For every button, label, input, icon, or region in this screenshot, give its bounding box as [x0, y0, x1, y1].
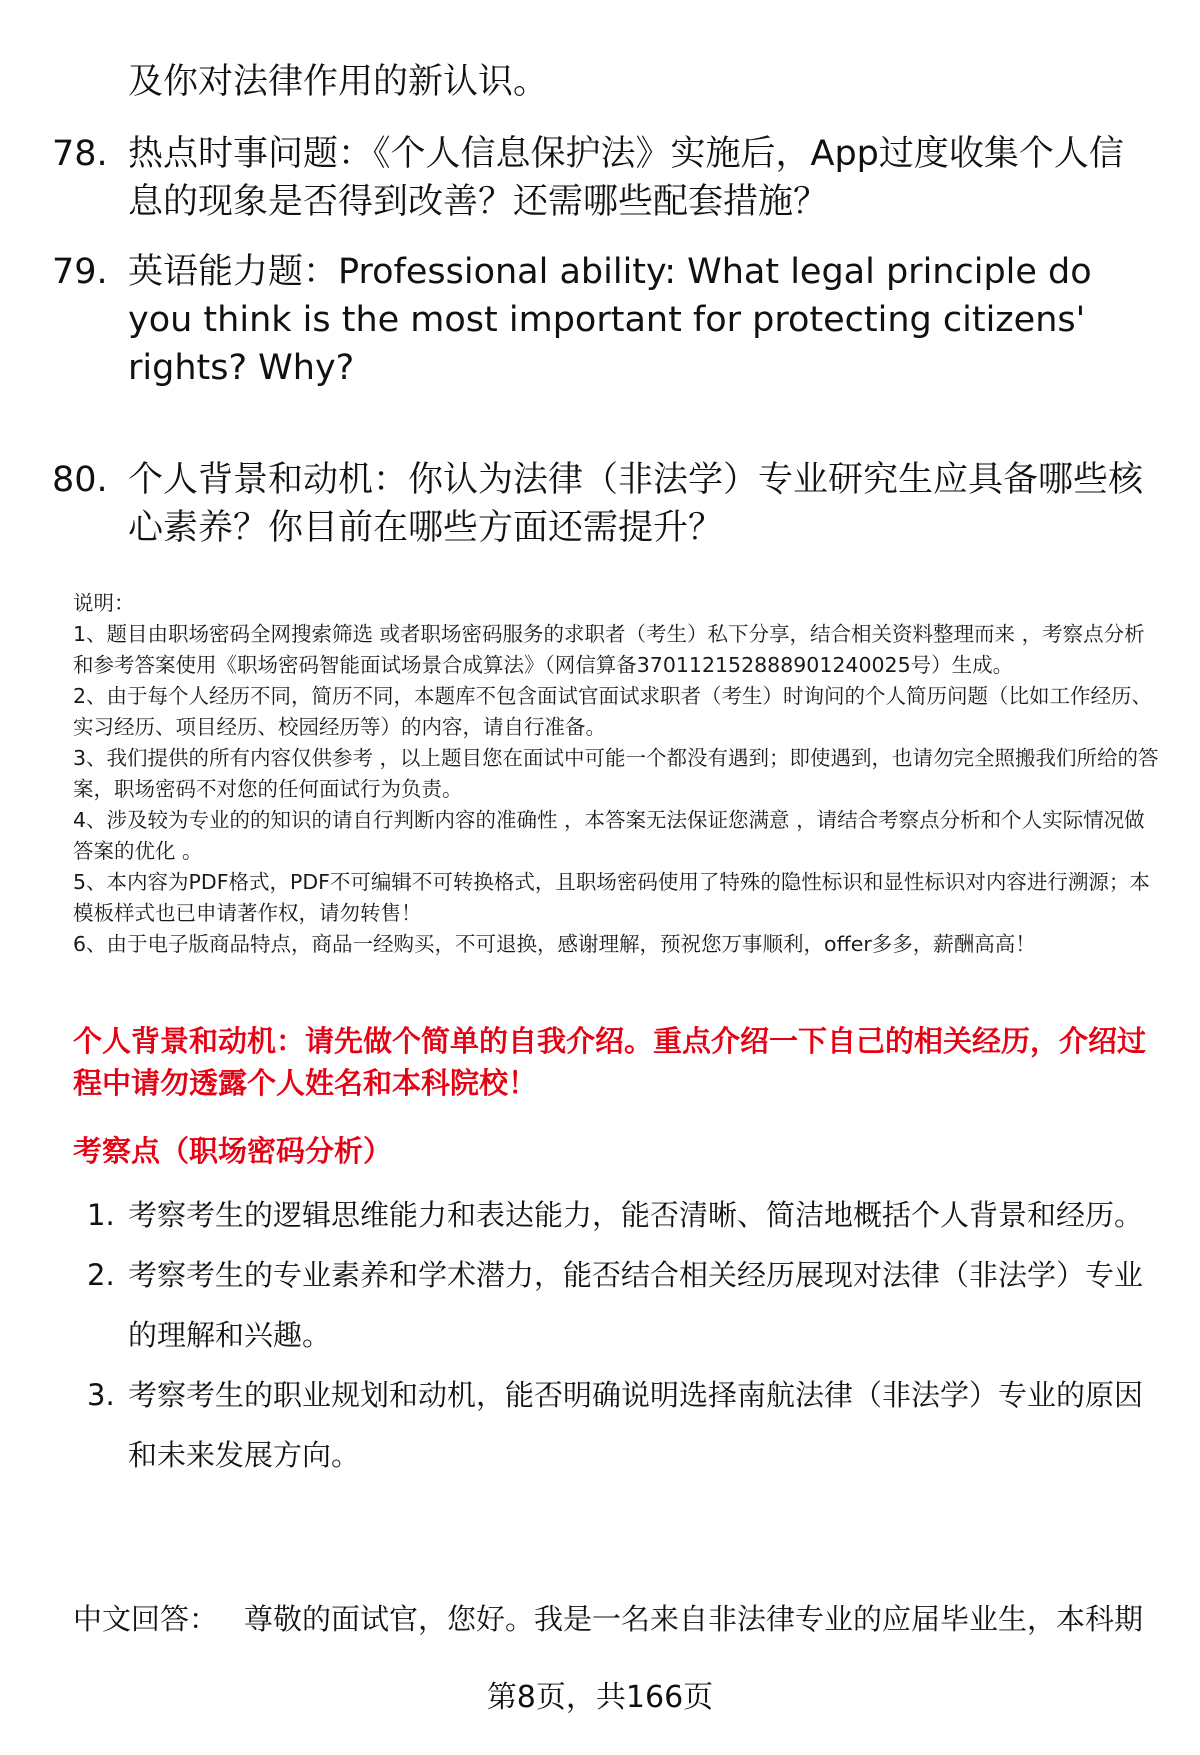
- page-footer: 第8页，共166页: [486, 1680, 714, 1715]
- notes-section: [73, 588, 1163, 960]
- question-number: 79.: [52, 252, 108, 292]
- note-item: 3、我们提供的所有内容仅供参考 ，以上题目您在面试中可能一个都没有遇到；即使遇到，也请勿完全照搬我们所给的答案，职场密码不对您的任何面试行为负责。: [73, 746, 1159, 801]
- note-item: 6、由于电子版商品特点，商品一经购买，不可退换，感谢理解，预祝您万事顺利，offer多多，薪酬高高！: [73, 932, 1036, 956]
- note-item: 5、本内容为PDF格式，PDF不可编辑不可转换格式，且职场密码使用了特殊的隐性标识和显性标识对内容进行溯源；本模板样式也已申请著作权，请勿转售！: [73, 870, 1150, 925]
- answer-text: 尊敬的面试官，您好。我是一名来自非法律专业的应届毕业生，本科期: [244, 1602, 1144, 1636]
- featured-question: 个人背景和动机：请先做个简单的自我介绍。重点介绍一下自己的相关经历，介绍过程中请勿透露个人姓名和本科院校！: [73, 1024, 1147, 1100]
- note-item: 4、涉及较为专业的的知识的请自行判断内容的准确性 ，本答案无法保证您满意 ，请结合考察点分析和个人实际情况做答案的优化 。: [73, 808, 1145, 863]
- question-number: 80.: [52, 460, 108, 500]
- notes-title: 说明：: [73, 591, 135, 615]
- note-item: 1、题目由职场密码全网搜索筛选 或者职场密码服务的求职者（考生）私下分享，结合相关资料整理而来 ，考察点分析和参考答案使用《职场密码智能面试场景合成算法》（网信算备370112152888901240025号）生成。: [73, 622, 1145, 677]
- analysis-points: [73, 1185, 1163, 1485]
- question-text: 英语能力题：Professional ability: What legal principle do you think is the most important for protecting citizens' rights? Why?: [128, 252, 1092, 388]
- question-continuation: 及你对法律作用的新认识。: [128, 62, 549, 102]
- point-number: 2.: [87, 1258, 115, 1292]
- note-item: 2、由于每个人经历不同，简历不同，本题库不包含面试官面试求职者（考生）时询问的个人简历问题（比如工作经历、实习经历、项目经历、校园经历等）的内容，请自行准备。: [73, 684, 1153, 739]
- answer-label: 中文回答：: [73, 1602, 219, 1636]
- question-number: 78.: [52, 134, 108, 174]
- analysis-point: [73, 1185, 1163, 1245]
- question-text: 个人背景和动机：你认为法律（非法学）专业研究生应具备哪些核心素养？你目前在哪些方面还需提升？: [128, 460, 1144, 548]
- question-text: 热点时事问题：《个人信息保护法》实施后，App过度收集个人信息的现象是否得到改善？还需哪些配套措施？: [128, 134, 1124, 222]
- point-number: 3.: [87, 1378, 115, 1412]
- point-text: 考察考生的专业素养和学术潜力，能否结合相关经历展现对法律（非法学）专业的理解和兴趣。: [128, 1258, 1144, 1352]
- point-text: 考察考生的职业规划和动机，能否明确说明选择南航法律（非法学）专业的原因和未来发展方向。: [128, 1378, 1144, 1472]
- point-text: 考察考生的逻辑思维能力和表达能力，能否清晰、简洁地概括个人背景和经历。: [128, 1198, 1144, 1232]
- point-number: 1.: [87, 1198, 115, 1232]
- answer-section: [73, 1595, 1173, 1643]
- analysis-point: [73, 1245, 1163, 1365]
- analysis-point: [73, 1365, 1163, 1485]
- analysis-heading: 考察点（职场密码分析）: [73, 1134, 393, 1168]
